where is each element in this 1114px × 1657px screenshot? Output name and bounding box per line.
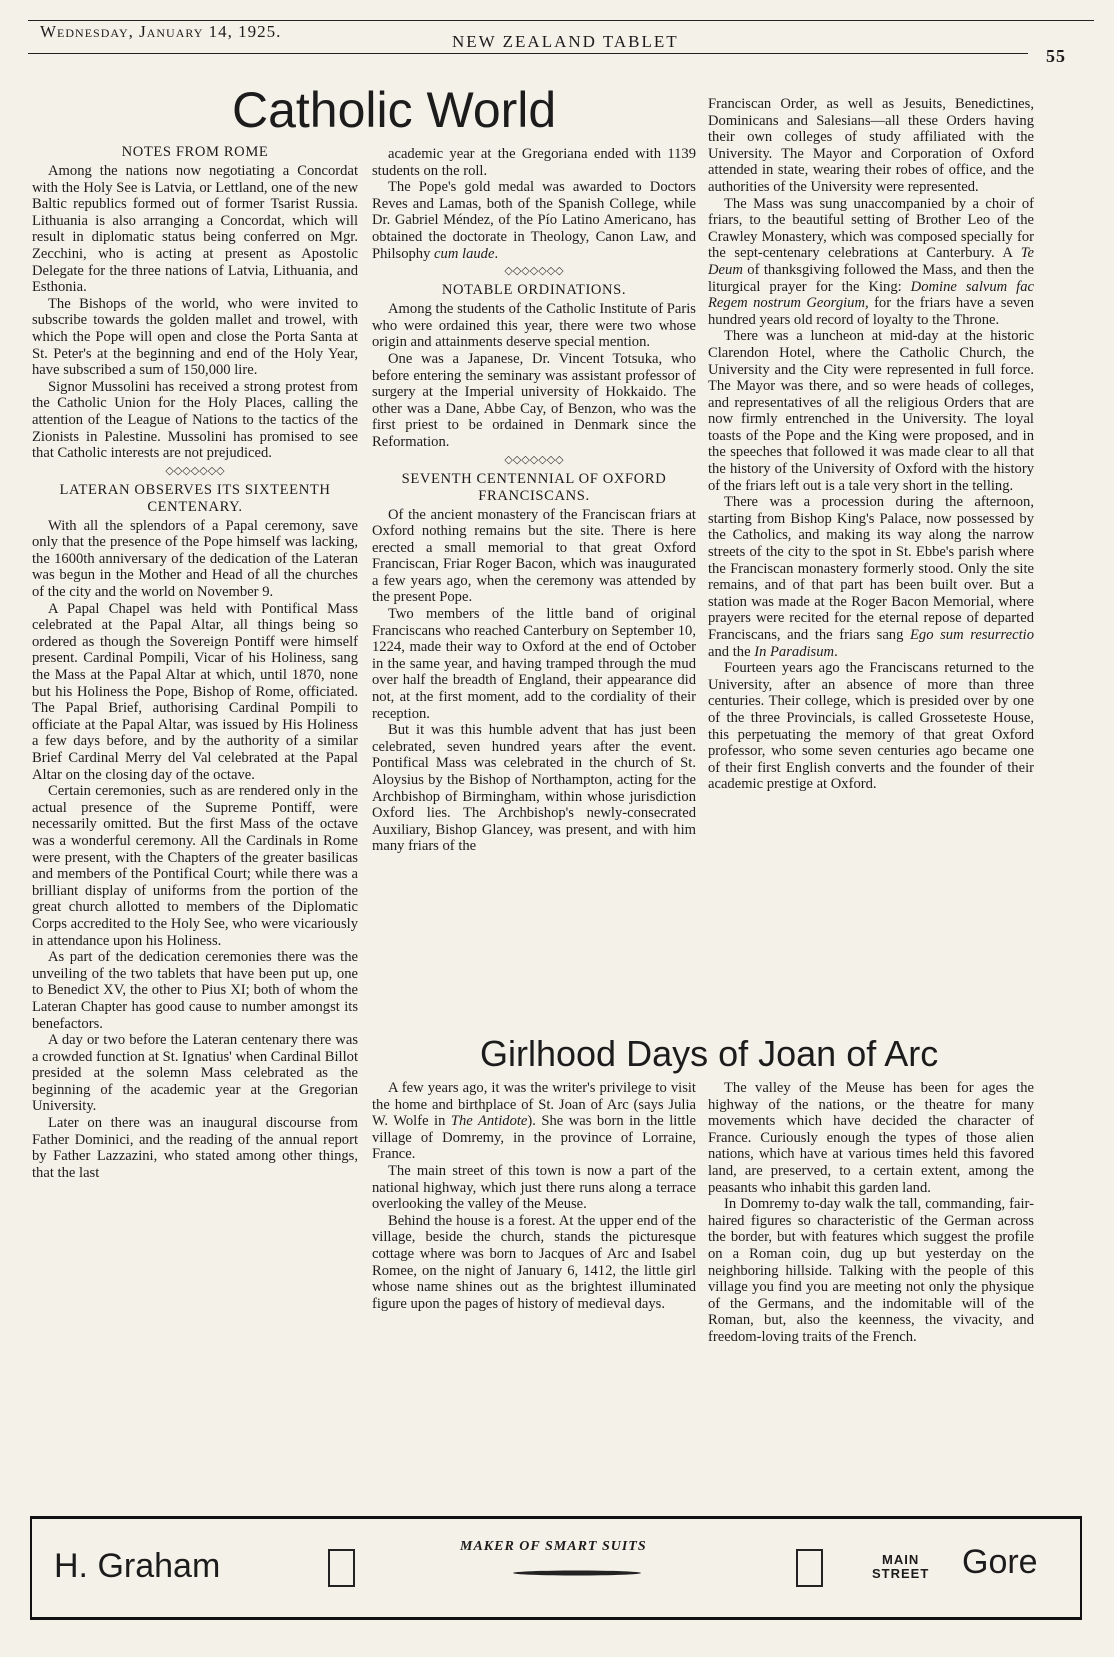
paragraph: As part of the dedication ceremonies there was the unveiling of the two tablets that have been put up, one to Benedict XV, the other to Pius XI; both of whom the Lateran Chapter has good cause to number amongst its benefactors. <box>32 949 358 1032</box>
flourish-graphic <box>512 1570 642 1576</box>
paragraph: There was a luncheon at mid-day at the historic Clarendon Hotel, where the Catholic Church, the University and the City were represented in full force. The Mayor was there, and so were heads of colleges, and representatives of all the religious Orders that are now firmly entrenched in the University. The loyal toasts of the Pope and the King were proposed, and in the speeches that followed it was made clear to all that the history of the University of Oxford with the history of the friars left out is a tale very short in the telling. <box>708 328 1034 494</box>
ornament-divider: ◇◇◇◇◇◇◇ <box>504 453 564 466</box>
paragraph: The main street of this town is now a part of the national highway, which just there runs along a terrace overlooking the valley of the Meuse. <box>372 1162 696 1213</box>
paragraph: Among the nations now negotiating a Concordat with the Holy See is Latvia, or Lettland, one of the new Baltic republics formed out of former Tsarist Russia. Lithuania is also arranging a Concordat, which will result in diplomatic status being conferred on Mgr. Zecchini, who is acting at present as Apostolic Delegate for the three nations of Latvia, Lithuania, and Esthonia. <box>32 163 358 296</box>
paragraph: Among the students of the Catholic Institute of Paris who were ordained this year, there were two whose origin and attainments deserve special mention. <box>372 301 696 351</box>
advert-tagline-flourish <box>512 1563 642 1569</box>
advert-street <box>872 1553 929 1581</box>
lateran-heading: LATERAN OBSERVES ITS SIXTEENTH CENTENARY. <box>59 481 331 515</box>
advert-name: H. Graham <box>54 1547 221 1585</box>
advert-box-left <box>328 1549 355 1587</box>
catholic-world-column-2 <box>372 146 696 1026</box>
paragraph: Behind the house is a forest. At the upper end of the village, beside the church, stands the picturesque cottage where was born to Jacques of Arc and Isabel Romee, on the night of January 6, 1412, the little girl whose name shines out as the brightest illuminated figure upon the pages of history of medieval days. <box>372 1212 696 1312</box>
masthead-bottom-rule <box>28 53 1028 54</box>
paragraph: A few years ago, it was the writer's privilege to visit the home and birthplace of St. Joan of Arc (says Julia W. Wolfe in The Antidote). She was born in the little village of Domremy, in the province of Lorraine, France. <box>372 1080 696 1163</box>
oxford-franciscans-heading: SEVENTH CENTENNIAL OF OXFORD FRANCISCANS. <box>401 470 667 504</box>
joan-of-arc-title: Girlhood Days of Joan of Arc <box>480 1033 939 1074</box>
paragraph: Franciscan Order, as well as Jesuits, Benedictines, Dominicans and Salesians—all these Orders having their own colleges of study affiliated with the University. The Mayor and Corporation of Oxford attended in state, wearing their robes of office, and the authorities of the University were represented. <box>708 96 1034 195</box>
h-graham-advertisement <box>30 1516 1082 1620</box>
masthead-date: Wednesday, January 14, 1925. <box>40 22 282 41</box>
advert-street-line-1: MAIN <box>882 1552 920 1567</box>
paragraph: Two members of the little band of original Franciscans who reached Canterbury on September 10, 1224, made their way to Oxford at the end of October in the same year, and having tramped through the mud over half the breadth of England, their appearance did not, at the first moment, add to the cordiality of their reception. <box>372 606 696 722</box>
catholic-world-column-1 <box>32 140 358 1458</box>
paragraph: Signor Mussolini has received a strong protest from the Catholic Union for the Holy Places, calling the attention of the League of Nations to the tactics of the Zionists in Palestine. Mussolini has promised to see that Catholic interests are not prejudiced. <box>32 378 358 462</box>
advert-street-line-2: STREET <box>872 1566 930 1581</box>
paragraph: The Pope's gold medal was awarded to Doctors Reves and Lamas, both of the Spanish College, while Dr. Gabriel Méndez, of the Pío Latino Americano, has obtained the doctorate in Theology, Canon Law, and Philsophy cum laude. <box>372 179 696 262</box>
paragraph: The Bishops of the world, who were invited to subscribe towards the golden mallet and trowel, with which the Pope will open and close the Porta Santa at St. Peter's at the beginning and end of the Holy Year, have subscribed a sum of 150,000 lire. <box>32 295 358 379</box>
paragraph: But it was this humble advent that has just been celebrated, seven hundred years after the event. Pontifical Mass was celebrated in the church of St. Aloysius by the Bishop of Northampton, acting for the Archbishop of Birmingham, within whose jurisdiction Oxford lies. The Archbishop's newly-consecrated Auxiliary, Bishop Glancey, was present, and with him many friars of the <box>372 722 696 855</box>
catholic-world-title: Catholic World <box>232 82 557 138</box>
paragraph: The valley of the Meuse has been for ages the highway of the nations, or the theatre for many movements which have decided the character of France. Curiously enough the types of those alien nations, which have at various times held this favored land, are preserved, to a certain extent, among the peasants who inhabit this garden land. <box>708 1080 1034 1196</box>
advert-box-right <box>796 1549 823 1587</box>
paragraph: Of the ancient monastery of the Franciscan friars at Oxford nothing remains but the site. There is here erected a small memorial to that great Oxford Franciscan, Friar Roger Bacon, which was inaugurated a few years ago, when the ceremony was attended by the present Pope. <box>372 506 696 606</box>
ornament-divider: ◇◇◇◇◇◇◇ <box>165 464 225 477</box>
paragraph: A day or two before the Lateran centenary there was a crowded function at St. Ignatius' when Cardinal Billot presided at the solemn Mass celebrated as the beginning of the academic year at the Gregorian University. <box>32 1032 358 1115</box>
joan-column-1 <box>372 1080 696 1410</box>
notable-ordinations-heading: NOTABLE ORDINATIONS. <box>441 282 627 299</box>
paragraph: Later on there was an inaugural discourse from Father Dominici, and the reading of the annual report by Father Lazzazini, who stated among other things, that the last <box>32 1115 358 1181</box>
paragraph: A Papal Chapel was held with Pontifical Mass celebrated at the Papal Altar, all things being so ordered as though the Sovereign Pontiff were himself present. Cardinal Pompili, Vicar of his Holiness, sang the Mass at the Papal Altar at which, until 1870, none but his Holiness the Pope, Bishop of Rome, officiated. The Papal Brief, authorising Cardinal Pompili to officiate at the Papal Altar, was issued by His Holiness a few days before, and by the authority of a similar Brief Cardinal Merry del Val celebrated at the Papal Altar on the closing day of the octave. <box>32 600 358 783</box>
ornament-divider: ◇◇◇◇◇◇◇ <box>504 265 564 278</box>
paragraph: With all the splendors of a Papal ceremony, save only that the presence of the Pope himself was lacking, the 1600th anniversary of the dedication of the Lateran was begun in the Mother and Head of all the churches of the city and the world on November 9. <box>32 517 358 601</box>
joan-column-2 <box>708 1080 1034 1440</box>
paragraph: One was a Japanese, Dr. Vincent Totsuka, who before entering the seminary was assistant professor of surgery at the Imperial university of Hokkaido. The other was a Dane, Abbe Cay, of Benzon, who was the first priest to be ordained in Denmark since the Reformation. <box>372 350 696 450</box>
paragraph: The Mass was sung unaccompanied by a choir of friars, to the beautiful setting of Brother Leo of the Crawley Monastery, which was composed specially for the sept-centenary celebrations at Canterbury. A Te Deum of thanksgiving followed the Mass, and then the liturgical prayer for the King: Domine salvum fac Regem nostrum Georgium, for the friars have a seven hundred years old record of loyalty to the Throne. <box>708 195 1034 328</box>
notes-from-rome-heading: NOTES FROM ROME <box>121 144 269 160</box>
paragraph: academic year at the Gregoriana ended with 1139 students on the roll. <box>372 146 696 179</box>
page-number: 55 <box>1046 46 1066 66</box>
advert-tagline: MAKER OF SMART SUITS <box>460 1539 647 1554</box>
masthead-top-rule <box>28 20 1094 21</box>
masthead-paper-name: NEW ZEALAND TABLET <box>452 32 679 51</box>
paragraph: Fourteen years ago the Franciscans returned to the University, after an absence of more than three centuries. Their college, which is presided over by one of the three Provincials, is called Grosseteste House, this perpetuating the memory of that great Oxford professor, who some seven centuries ago became one of their first English converts and the founder of their academic prestige at Oxford. <box>708 660 1034 793</box>
paragraph: There was a procession during the afternoon, starting from Bishop King's Palace, now possessed by the Catholics, and making its way along the narrow streets of the city to the spot in St. Ebbe's parish where the Franciscan monastery formerly stood. Only the site remains, and of that part has been built over. But a station was made at the Roger Bacon Memorial, where prayers were recited for the eternal repose of departed Franciscans, and the friars sang Ego sum resurrectio and the In Paradisum. <box>708 494 1034 660</box>
paragraph: Certain ceremonies, such as are rendered only in the actual presence of the Supreme Pontiff, were necessarily omitted. But the first Mass of the octave was a wonderful ceremony. All the Cardinals in Rome were present, with the Chapters of the greater basilicas and members of the Pontifical Court; while there was a brilliant display of uniforms from the portion of the great church allotted to members of the Diplomatic Corps accredited to the Holy See, who were vicariously in attendance upon his Holiness. <box>32 783 358 949</box>
catholic-world-column-3 <box>708 96 1034 1026</box>
paragraph: In Domremy to-day walk the tall, commanding, fair-haired figures so characteristic of the German across the border, but with features which suggest the profile on a Roman coin, dug up but yesterday on the neighboring hillside. Talking with the people of this village you find you are meeting not only the physique of the Germans, and the indomitable will of the Roman, but, also the keenness, the vivacity, and freedom-loving traits of the French. <box>708 1196 1034 1345</box>
advert-town: Gore <box>962 1543 1038 1581</box>
